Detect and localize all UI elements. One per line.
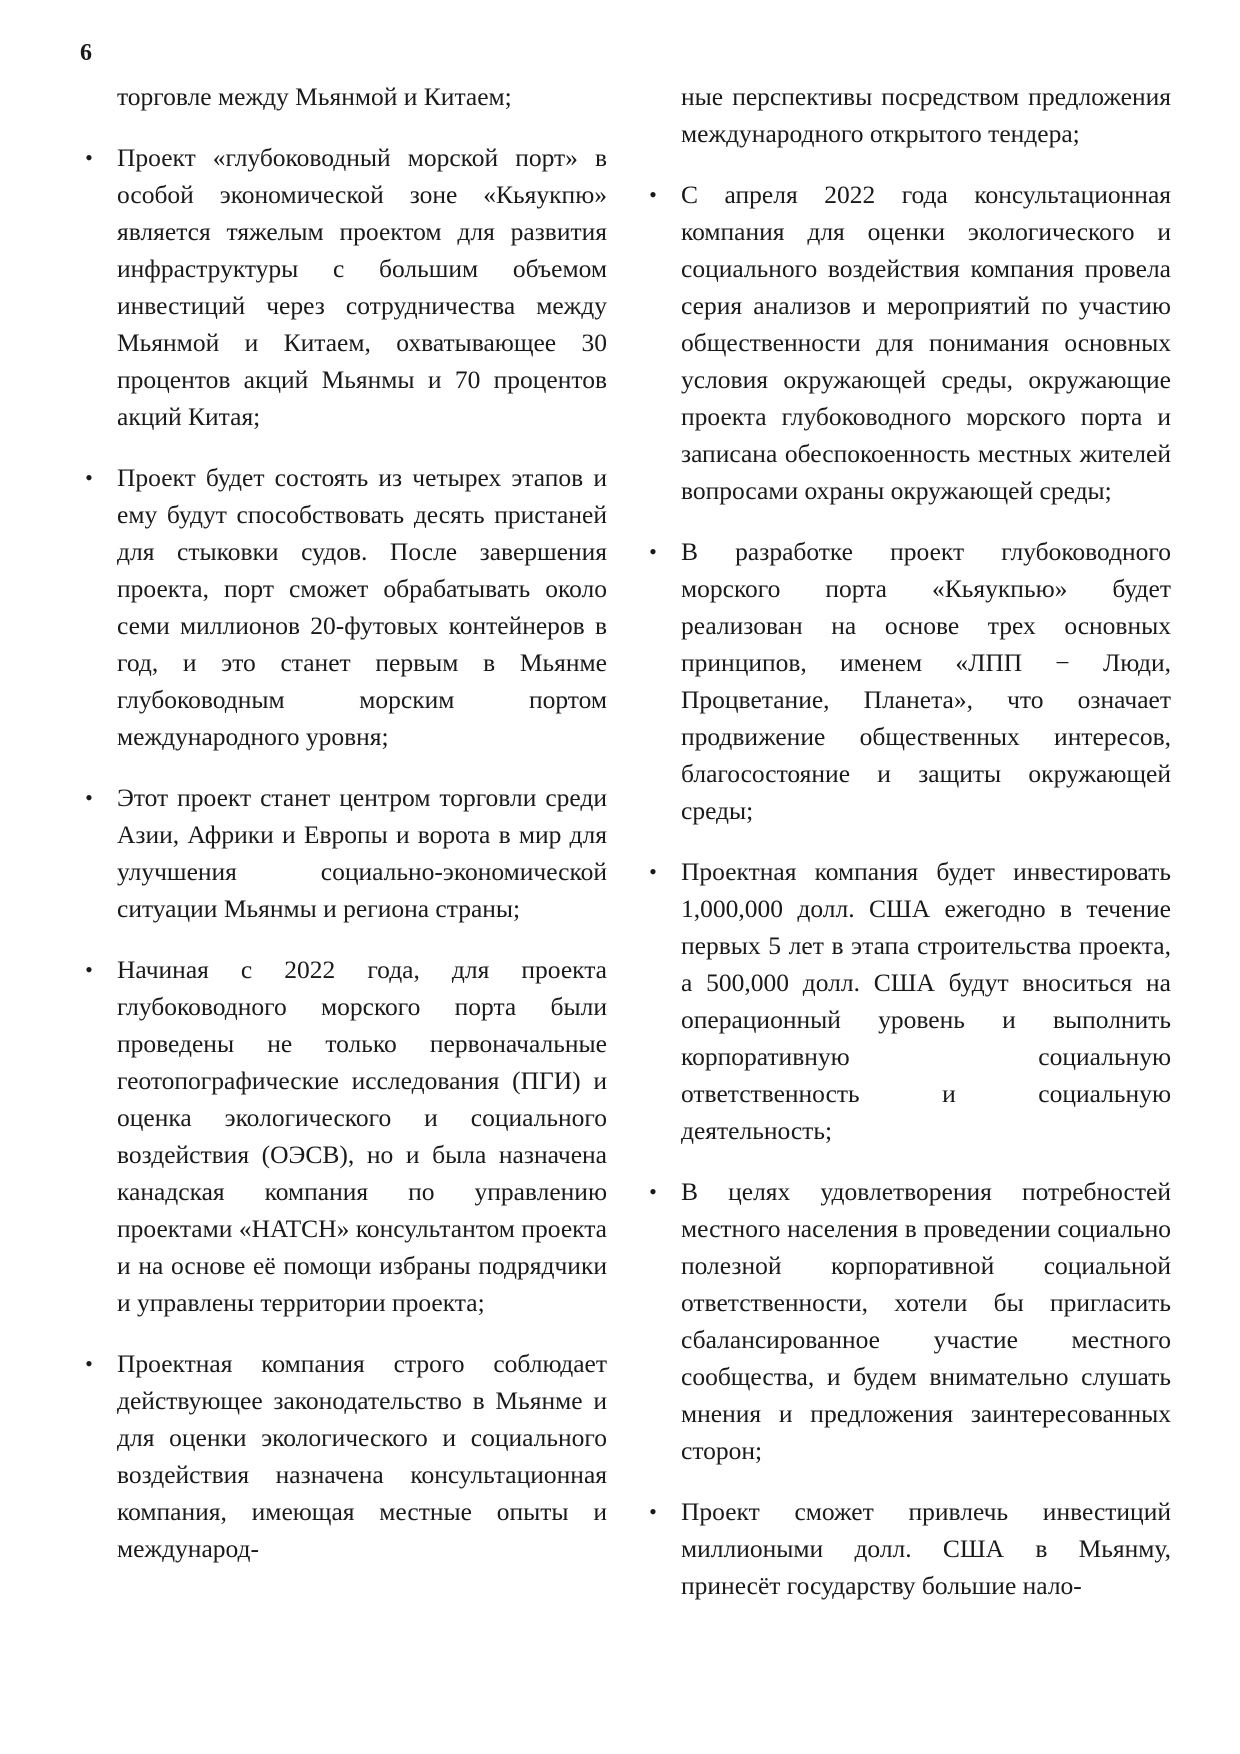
continuation-paragraph: ные перспективы посредством предложения международного открытого тендера;: [681, 82, 1171, 148]
bullet-text: Проектная компания строго соблюдает действующее законодательство в Мьянме и для оценки экологического и социального воздействия назначена консультационная компания, имеющая местные опыты и международ-: [117, 1349, 607, 1563]
bullet-icon: •: [649, 539, 657, 564]
bullet-item: [85, 1345, 607, 1567]
bullet-text: Проектная компания будет инвестировать 1,000,000 долл. США ежегодно в течение первых 5 лет в этапа строительства проекта, а 500,000 долл. США будут вноситься на операционный уровень и выполнить корпоративную социальную ответственность и социальную деятельность;: [681, 857, 1171, 1145]
bullet-icon: •: [85, 465, 93, 490]
bullet-item: [649, 1173, 1171, 1469]
bullet-text: С апреля 2022 года консультационная компания для оценки экологического и социального воздействия компания провела серия анализов и мероприятий по участию общественности для понимания основных условия окружающей среды, окружающие проекта глубоководного морского порта и записана обеспокоенность местных жителей вопросами охраны окружающей среды;: [681, 180, 1171, 505]
bullet-icon: •: [85, 957, 93, 982]
right-column: [649, 78, 1171, 1628]
bullet-icon: •: [85, 785, 93, 810]
bullet-item: [649, 853, 1171, 1149]
bullet-item: [85, 459, 607, 755]
bullet-text: В целях удовлетворения потребностей местного населения в проведении социально полезной корпоративной социальной ответственности, хотели бы пригласить сбалансированное участие местного сообщества, и будем внимательно слушать мнения и предложения заинтересованных сторон;: [681, 1177, 1171, 1465]
bullet-icon: •: [85, 1351, 93, 1376]
bullet-text: Проект «глубоководный морской порт» в особой экономической зоне «Кьяукпю» является тяжелым проектом для развития инфраструктуры с большим объемом инвестиций через сотрудничества между Мьянмой и Китаем, охватывающее 30 процентов акций Мьянмы и 70 процентов акций Китая;: [117, 143, 607, 431]
bullet-item: [649, 176, 1171, 509]
bullet-text: В разработке проект глубоководного морского порта «Кьяукпью» будет реализован на основе трех основных принципов, именем «ЛПП − Люди, Процветание, Планета», что означает продвижение общественных интересов, благосостояние и защиты окружающей среды;: [681, 537, 1171, 825]
bullet-item: [649, 533, 1171, 829]
bullet-text: Начиная с 2022 года, для проекта глубоководного морского порта были проведены не только первоначальные геотопографические исследования (ПГИ) и оценка экологического и социального воздействия (ОЭСВ), но и была назначена канадская компания по управлению проектами «HATCH» консультантом проекта и на основе её помощи избраны подрядчики и управлены территории проекта;: [117, 955, 607, 1317]
bullet-item: [649, 1493, 1171, 1604]
page-number: 6: [80, 40, 92, 66]
left-column: [85, 78, 607, 1591]
bullet-icon: •: [649, 182, 657, 207]
bullet-item: [85, 779, 607, 927]
bullet-text: Этот проект станет центром торговли среди Азии, Африки и Европы и ворота в мир для улучшения социально-экономической ситуации Мьянмы и региона страны;: [117, 783, 607, 923]
bullet-icon: •: [649, 1499, 657, 1524]
continuation-paragraph: торговле между Мьянмой и Китаем;: [117, 82, 512, 111]
bullet-text: Проект будет состоять из четырех этапов и ему будут способствовать десять пристаней для стыковки судов. После завершения проекта, порт сможет обрабатывать около семи миллионов 20-футовых контейнеров в год, и это станет первым в Мьянме глубоководным морским портом международного уровня;: [117, 463, 607, 751]
bullet-icon: •: [649, 1179, 657, 1204]
bullet-icon: •: [649, 859, 657, 884]
bullet-text: Проект сможет привлечь инвестиций миллиоными долл. США в Мьянму, принесёт государству большие нало-: [681, 1497, 1171, 1600]
bullet-item: [85, 951, 607, 1321]
bullet-icon: •: [85, 145, 93, 170]
bullet-item: [85, 139, 607, 435]
